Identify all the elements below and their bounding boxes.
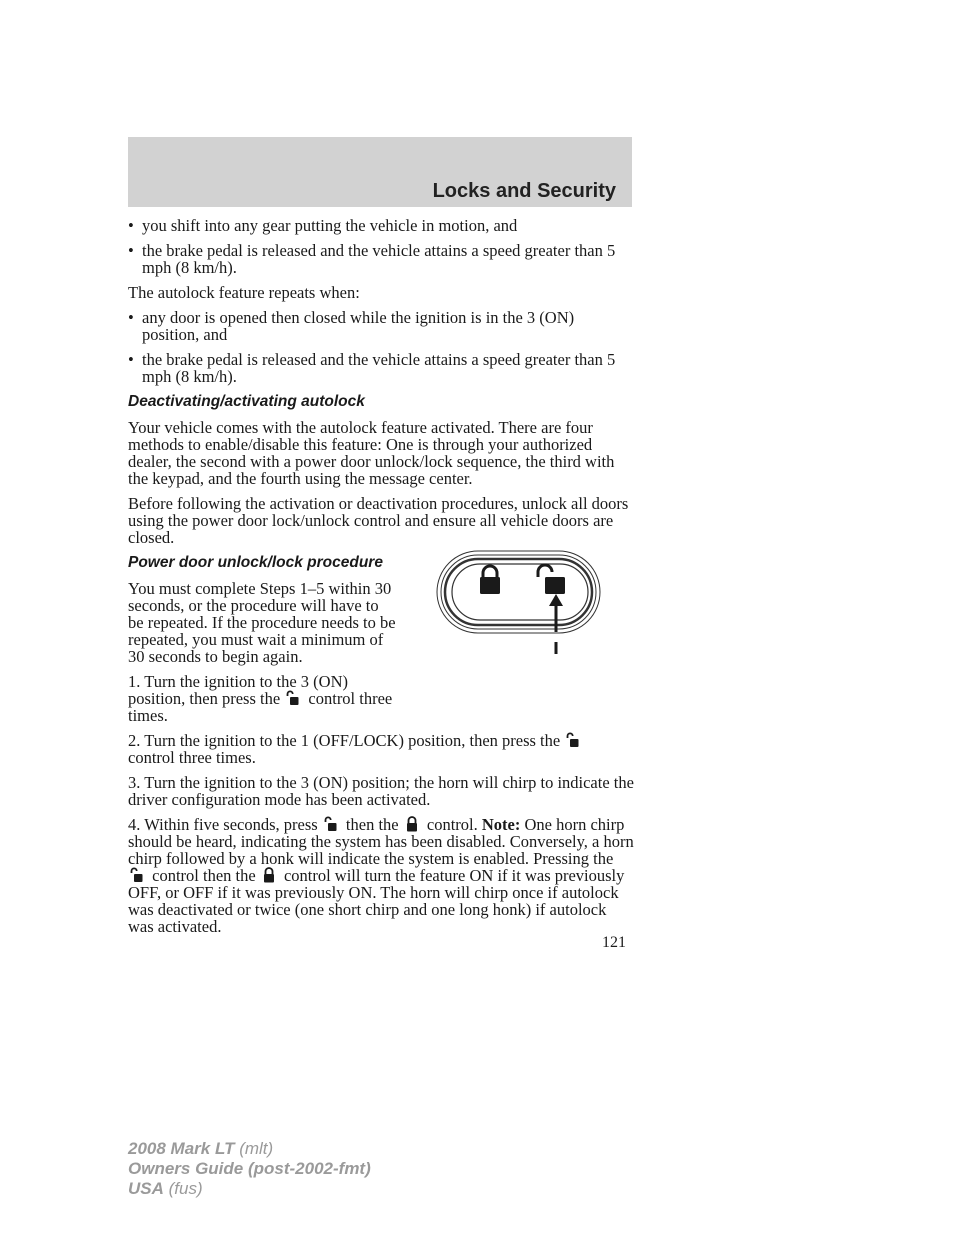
unlock-icon [286,690,300,706]
page-number: 121 [602,934,626,951]
unlock-icon [538,565,565,594]
paragraph-steps-intro: You must complete Steps 1–5 within 30 seconds, or the procedure will have to be repeated. If the procedure needs to be repeated, you must wait a minimum of 30 seconds to begin again. [128,579,396,666]
bullet-text: any door is opened then closed while the ignition is in the 3 (ON) position, and [142,308,575,344]
footer-market: USA [128,1179,164,1198]
step-4-text-d: One horn chirp should be heard, indicating the system has been disabled. Conversely, a horn chirp followed by a honk will indicate the system is enabled. Pressing the [128,815,634,868]
bullet-item [128,309,634,343]
autolock-repeats-text: The autolock feature repeats when: [128,283,360,302]
step-4-text-b: then the [345,815,399,834]
step-4-text-e: control then the [152,866,256,885]
bullet-item [128,242,634,276]
step-2-text-b: control three times. [128,748,256,767]
unlock-icon [324,816,338,832]
section-header [128,137,632,207]
bullet-item [128,217,634,234]
section-title: Locks and Security [432,180,616,202]
door-lock-switch-diagram [435,548,605,658]
step-2-text-a: 2. Turn the ignition to the 1 (OFF/LOCK) position, then press the [128,731,561,750]
bullet-mark: • [128,241,134,260]
lock-icon [405,816,419,832]
step-4-text-f: control will turn the feature ON if it was previously OFF, or OFF if it was previously ON. The horn will chirp once if autolock was deactivated or twice (one short chirp and one long honk) if autolock was activated. [128,866,625,936]
unlock-icon [130,867,144,883]
lock-icon [262,867,276,883]
step-1-text-a: 1. Turn the ignition to the 3 (ON) position, then press the [128,672,349,708]
bullet-text: the brake pedal is released and the vehicle attains a speed greater than 5 mph (8 km/h). [142,241,616,277]
bullet-item [128,351,634,385]
step-4-text-c: control. [426,815,478,834]
heading-procedure: Power door unlock/lock procedure [128,554,383,571]
lock-icon [480,566,500,594]
bullet-mark: • [128,308,134,327]
footer-line-3 [128,1179,371,1199]
footer-line-1 [128,1139,371,1159]
bullet-mark: • [128,350,134,369]
note-label: Note: [481,815,521,834]
step-1 [128,673,398,724]
heading-deactivating: Deactivating/activating autolock [128,393,365,410]
step-4-text-a: 4. Within five seconds, press [128,815,318,834]
step-1-text-b: control three times. [128,689,393,725]
paragraph-before: Before following the activation or deactivation procedures, unlock all doors using the power door lock/unlock control and ensure all vehicle doors are closed. [128,494,629,547]
step-2 [128,732,634,766]
footer-model-code: (mlt) [239,1139,274,1158]
bullet-text: you shift into any gear putting the vehicle in motion, and [142,216,518,235]
footer-guide: Owners Guide (post-2002-fmt) [128,1159,371,1178]
footer [128,1139,371,1199]
footer-model: 2008 Mark LT [128,1139,235,1158]
step-3: 3. Turn the ignition to the 3 (ON) position; the horn will chirp to indicate the driver configuration mode has been activated. [128,773,634,809]
footer-market-code: (fus) [168,1179,203,1198]
step-4 [128,816,634,935]
bullet-mark: • [128,216,134,235]
paragraph-methods: Your vehicle comes with the autolock feature activated. There are four methods to enable/disable this feature: One is through your authorized dealer, the second with a power door unlock/lock sequence, the third with the keypad, and the fourth using the message center. [128,418,615,488]
bullet-text: the brake pedal is released and the vehicle attains a speed greater than 5 mph (8 km/h). [142,350,616,386]
unlock-icon [566,732,580,748]
